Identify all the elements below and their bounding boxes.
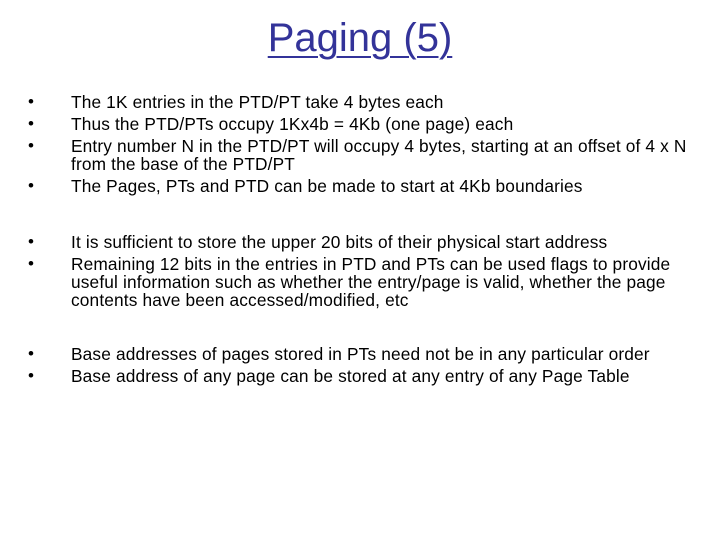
bullet-text: The Pages, PTs and PTD can be made to start at 4Kb boundaries bbox=[71, 176, 583, 196]
bullet-item bbox=[28, 367, 698, 385]
bullet-text: Entry number N in the PTD/PT will occupy 4 bytes, starting at an offset of 4 x N from the base of the PTD/PT bbox=[71, 136, 687, 174]
bullet-item bbox=[28, 177, 698, 195]
bullet-group-3 bbox=[28, 345, 698, 389]
bullet-item bbox=[28, 233, 698, 251]
bullet-text: Remaining 12 bits in the entries in PTD and PTs can be used flags to provide useful information such as whether the entry/page is valid, whether the page contents have been accessed/modified, etc bbox=[71, 254, 671, 310]
bullet-group-1 bbox=[28, 93, 698, 199]
bullet-icon: • bbox=[28, 254, 35, 273]
bullet-item bbox=[28, 137, 698, 173]
bullet-icon: • bbox=[28, 232, 35, 251]
bullet-item bbox=[28, 255, 698, 309]
bullet-icon: • bbox=[28, 344, 35, 363]
bullet-text: It is sufficient to store the upper 20 bits of their physical start address bbox=[71, 232, 608, 252]
bullet-text: Base addresses of pages stored in PTs need not be in any particular order bbox=[71, 344, 650, 364]
bullet-text: Thus the PTD/PTs occupy 1Kx4b = 4Kb (one page) each bbox=[71, 114, 514, 134]
bullet-text: Base address of any page can be stored at any entry of any Page Table bbox=[71, 366, 630, 386]
bullet-text: The 1K entries in the PTD/PT take 4 bytes each bbox=[71, 92, 444, 112]
bullet-icon: • bbox=[28, 366, 35, 385]
bullet-item bbox=[28, 345, 698, 363]
bullet-item bbox=[28, 115, 698, 133]
bullet-icon: • bbox=[28, 176, 35, 195]
bullet-item bbox=[28, 93, 698, 111]
bullet-icon: • bbox=[28, 92, 35, 111]
bullet-icon: • bbox=[28, 114, 35, 133]
bullet-icon: • bbox=[28, 136, 35, 155]
slide-title: Paging (5) bbox=[267, 16, 453, 60]
bullet-group-2 bbox=[28, 233, 698, 313]
